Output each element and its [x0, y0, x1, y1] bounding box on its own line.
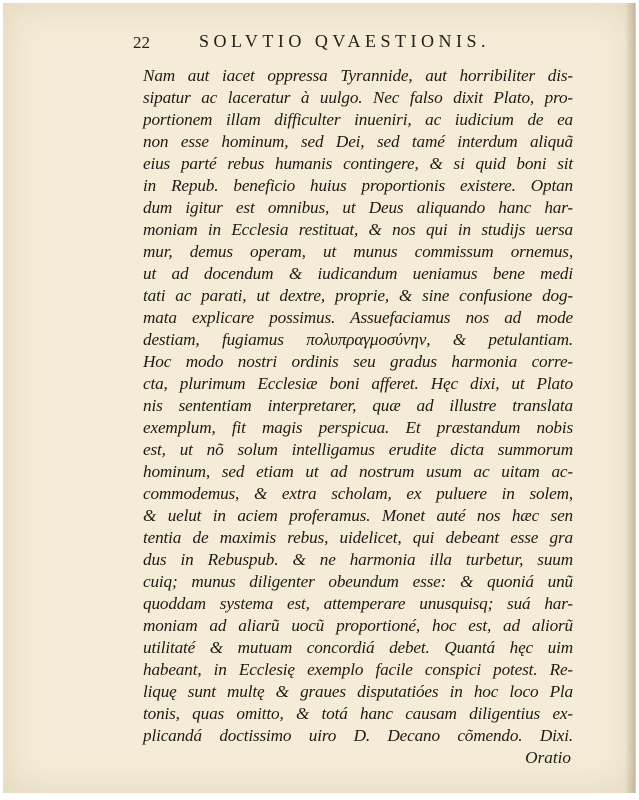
body-text	[143, 65, 573, 769]
text-line: quoddam systema est, attemperare unusquisq; suá har-	[143, 594, 573, 613]
text-line: moniam ad aliarũ uocũ proportioné, hoc est, ad aliorũ	[143, 616, 573, 635]
text-line: ut ad docendum & iudicandum ueniamus bene medi	[143, 264, 573, 283]
text-line: sipatur ac laceratur à uulgo. Nec falso dixit Plato, pro-	[143, 88, 573, 107]
book-page	[3, 3, 636, 793]
text-line: moniam in Ecclesia restituat, & nos qui in studijs uersa	[143, 220, 573, 239]
text-line: mata explicare possimus. Assuefaciamus nos ad mode	[143, 308, 573, 327]
catchword: Oratio	[525, 748, 571, 767]
text-line: est, ut nõ solum intelligamus erudite dicta summorum	[143, 440, 573, 459]
text-line: dus in Rebuspub. & ne harmonia illa turbetur, suum	[143, 550, 573, 569]
text-line: commodemus, & extra scholam, ex puluere in solem,	[143, 484, 573, 503]
text-line: non esse hominum, sed Dei, sed tamé interdum aliquã	[143, 132, 573, 151]
text-line: dum igitur est omnibus, ut Deus aliquando hanc har-	[143, 198, 573, 217]
text-line: plicandá doctissimo uiro D. Decano cõmendo. Dixi.	[143, 726, 573, 745]
text-line: Nam aut iacet oppressa Tyrannide, aut horribiliter dis-	[143, 66, 573, 85]
text-line: cta, plurimum Ecclesiæ boni afferet. Hęc dixi, ut Plato	[143, 374, 573, 393]
running-head: SOLVTIO QVAESTIONIS.	[199, 31, 491, 51]
text-line: & uelut in aciem proferamus. Monet auté nos hæc sen	[143, 506, 573, 525]
text-line: eius parté rebus humanis contingere, & si quid boni sit	[143, 154, 573, 173]
text-line: in Repub. beneficio huius proportionis existere. Optan	[143, 176, 573, 195]
text-line: hominum, sed etiam ut ad nostrum usum ac uitam ac-	[143, 462, 573, 481]
text-line: exemplum, fit magis perspicua. Et præstandum nobis	[143, 418, 573, 437]
page-header	[3, 29, 635, 59]
text-line: nis sententiam interpretarer, quæ ad illustre translata	[143, 396, 573, 415]
text-line: tati ac parati, ut dextre, proprie, & sine confusione dog-	[143, 286, 573, 305]
text-line: tonis, quas omitto, & totá hanc causam diligentius ex-	[143, 704, 573, 723]
text-line: cuiq; munus diligenter obeundum esse: & quoniá unũ	[143, 572, 573, 591]
text-line: mur, demus operam, ut munus commissum ornemus,	[143, 242, 573, 261]
text-line: Hoc modo nostri ordinis seu gradus harmonia corre-	[143, 352, 573, 371]
text-line: liquę sunt multę & graues disputatióes in hoc loco Pla	[143, 682, 573, 701]
page-number: 22	[133, 33, 150, 52]
text-line: destiam, fugiamus πολυπραγμοσύνην, & petulantiam.	[143, 330, 573, 349]
text-line: utilitaté & mutuam concordiá debet. Quantá hęc uim	[143, 638, 573, 657]
text-line: habeant, in Ecclesię exemplo facile conspici potest. Re-	[143, 660, 573, 679]
text-line: portionem illam difficulter inueniri, ac iudicium de ea	[143, 110, 573, 129]
text-line: tentia de maximis rebus, uidelicet, qui debeant esse gra	[143, 528, 573, 547]
